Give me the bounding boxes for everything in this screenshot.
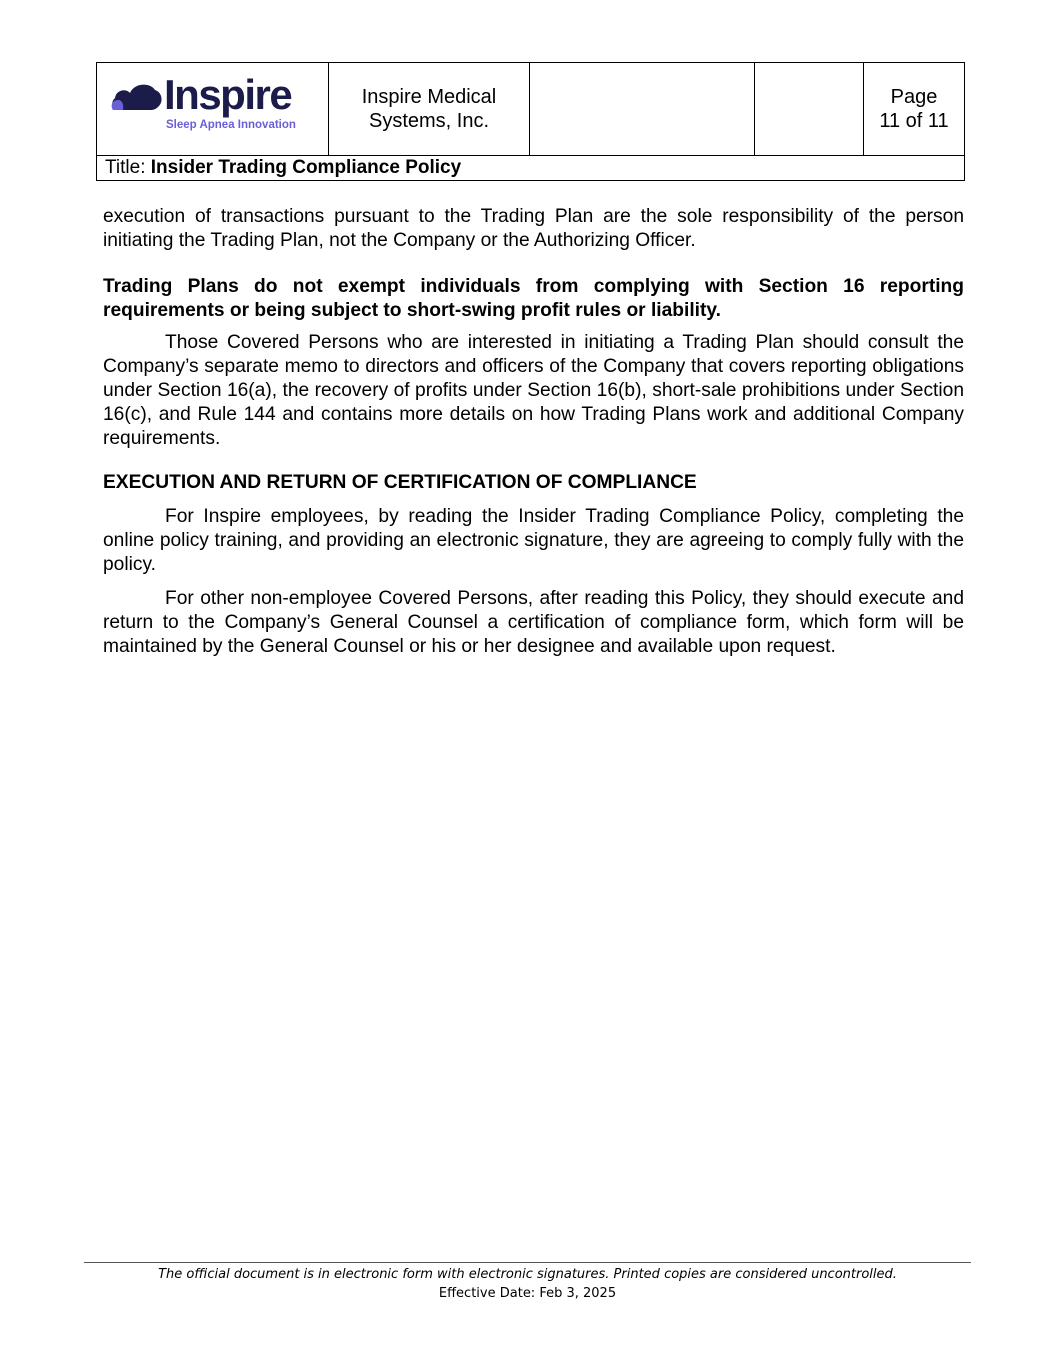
company-name-line1: Inspire Medical (361, 86, 497, 108)
section-heading: EXECUTION AND RETURN OF CERTIFICATION OF COMPLIANCE (103, 472, 697, 493)
logo-tagline: Sleep Apnea Innovation (166, 119, 296, 131)
footer-effective-date: Effective Date: Feb 3, 2025 (438, 1286, 617, 1301)
document-title: Insider Trading Compliance Policy (150, 157, 462, 178)
empty-header-cell (755, 63, 864, 156)
footer-notice: The official document is in electronic form with electronic signatures. Printed copies are considered uncontrolled. (158, 1267, 897, 1282)
page-number: 11 of 11 (879, 110, 949, 132)
paragraph-continuation: execution of transactions pursuant to the Trading Plan are the sole responsibility of the person initiating the Trading Plan, not the Company or the Authorizing Officer. (103, 206, 964, 251)
paragraph-non-employees: For other non-employee Covered Persons, after reading this Policy, they should execute and return to the Company’s General Counsel a certification of compliance form, which form will be maintained by the General Counsel or his or her designee and available upon request. (103, 588, 964, 657)
cloud-logo-icon (110, 80, 164, 114)
page-number-cell (864, 63, 965, 156)
logo-wordmark: Inspire (164, 71, 292, 118)
footer-divider (84, 1262, 971, 1263)
page-label: Page (890, 86, 938, 108)
paragraph-covered-persons: Those Covered Persons who are interested in initiating a Trading Plan should consult the Company’s separate memo to directors and officers of the Company that covers reporting obligations under Section 16(a), the recovery of profits under Section 16(b), short-sale prohibitions under Section 16(c), and Rule 144 and contains more details on how Trading Plans work and additional Company requirements. (103, 332, 964, 449)
document-body (103, 205, 964, 679)
paragraph-employees: For Inspire employees, by reading the Insider Trading Compliance Policy, completing the online policy training, and providing an electronic signature, they are agreeing to comply fully with the policy. (103, 506, 964, 575)
logo-cell (97, 63, 329, 156)
document-title-cell (97, 156, 965, 181)
company-logo (110, 71, 310, 137)
empty-header-cell (530, 63, 755, 156)
company-name-line2: Systems, Inc. (368, 110, 490, 132)
paragraph-bold-notice: Trading Plans do not exempt individuals from complying with Section 16 reporting requirements or being subject to short-swing profit rules or liability. (103, 276, 964, 321)
company-name-cell (329, 63, 530, 156)
title-label: Title: (105, 157, 151, 178)
document-header (96, 62, 965, 181)
